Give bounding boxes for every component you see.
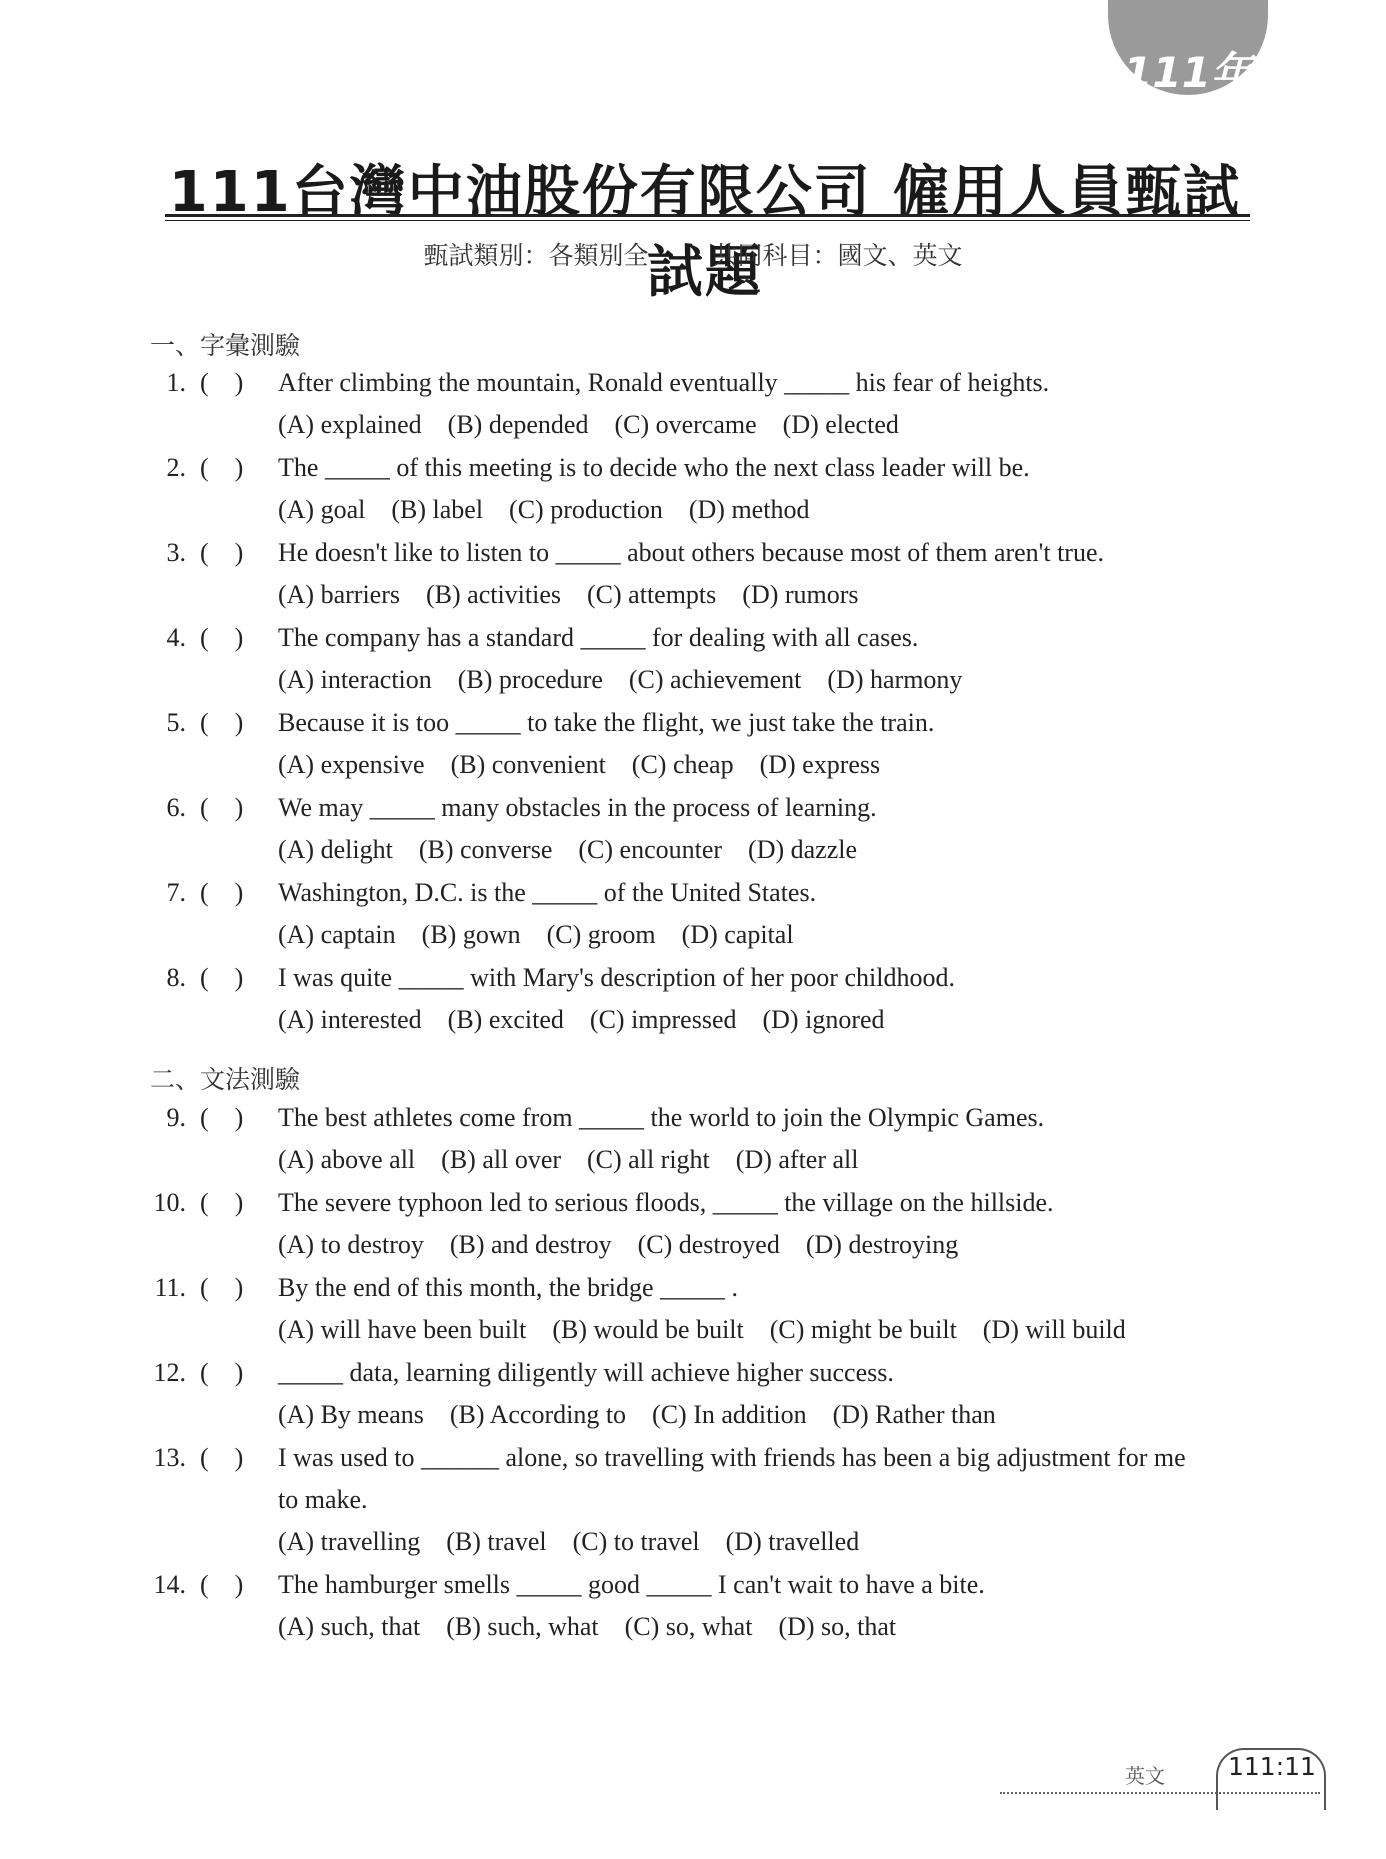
question-number: 1. [166,368,186,397]
option-b: (B) excited [447,1005,564,1034]
option-a: (A) above all [278,1145,416,1174]
option-d: (D) dazzle [748,835,858,864]
option-c: (C) attempts [587,580,717,609]
question-options [278,659,988,701]
question-options [278,1521,885,1563]
option-d: (D) rumors [742,580,859,609]
question-options [278,1224,984,1266]
year-tab-label: 111年 [1123,48,1253,97]
question-number: 4. [166,623,186,652]
question-options [278,829,883,871]
option-b: (B) converse [418,835,553,864]
question-number: 12. [153,1358,186,1387]
question-stem: _____ data, learning diligently will achieve higher success. [278,1358,894,1387]
option-a: (A) expensive [278,750,425,779]
option-b: (B) convenient [450,750,606,779]
answer-blank: ( ) [200,538,244,567]
question-stem: The _____ of this meeting is to decide who the next class leader will be. [278,453,1030,482]
option-b: (B) would be built [552,1315,744,1344]
question-options [278,1139,884,1181]
option-d: (D) after all [735,1145,859,1174]
option-a: (A) captain [278,920,396,949]
question-stem: After climbing the mountain, Ronald eventually _____ his fear of heights. [278,368,1050,397]
option-b: (B) depended [447,410,589,439]
option-c: (C) encounter [578,835,723,864]
option-c: (C) all right [587,1145,710,1174]
option-c: (C) overcame [614,410,757,439]
question-options [278,1394,1022,1436]
option-d: (D) capital [681,920,794,949]
question-number: 3. [166,538,186,567]
question-stem: He doesn't like to listen to _____ about others because most of them aren't true. [278,538,1105,567]
question-options [278,404,925,446]
question-number: 6. [166,793,186,822]
option-d: (D) harmony [827,665,963,694]
question-number: 9. [166,1103,186,1132]
section-heading-grammar: 二、文法測驗 [150,1065,301,1094]
option-b: (B) such, what [446,1612,599,1641]
question-stem-continued: to make. [278,1485,368,1514]
option-a: (A) barriers [278,580,400,609]
option-d: (D) Rather than [832,1400,996,1429]
question-stem: I was used to ______ alone, so travelling with friends has been a big adjustment for me [278,1443,1186,1472]
question-stem: The company has a standard _____ for dealing with all cases. [278,623,919,652]
option-d: (D) travelled [725,1527,860,1556]
section-heading-vocabulary: 一、字彙測驗 [150,331,301,360]
title-rule-thick [165,214,1250,217]
option-a: (A) interested [278,1005,422,1034]
option-a: (A) By means [278,1400,424,1429]
question-number: 10. [153,1188,186,1217]
footer-subject: 英文 [1125,1764,1165,1788]
question-options [278,999,911,1041]
option-b: (B) and destroy [449,1230,612,1259]
answer-blank: ( ) [200,1188,244,1217]
title-rule-thin [165,220,1250,221]
option-a: (A) interaction [278,665,432,694]
option-a: (A) such, that [278,1612,421,1641]
option-c: (C) groom [546,920,656,949]
question-number: 5. [166,708,186,737]
option-b: (B) gown [421,920,521,949]
option-c: (C) cheap [631,750,734,779]
option-b: (B) procedure [457,665,603,694]
exam-subtitle [0,236,1386,272]
option-a: (A) to destroy [278,1230,424,1259]
option-c: (C) impressed [589,1005,737,1034]
option-a: (A) delight [278,835,393,864]
answer-blank: ( ) [200,1103,244,1132]
question-options [278,914,820,956]
question-options [278,574,885,616]
question-stem: The severe typhoon led to serious floods, _____ the village on the hillside. [278,1188,1054,1217]
option-b: (B) travel [446,1527,547,1556]
answer-blank: ( ) [200,453,244,482]
question-options [278,744,906,786]
answer-blank: ( ) [200,708,244,737]
answer-blank: ( ) [200,1443,244,1472]
question-number: 8. [166,963,186,992]
option-d: (D) express [759,750,881,779]
option-d: (D) so, that [778,1612,897,1641]
option-d: (D) destroying [805,1230,959,1259]
exam-category: 甄試類別：各類別全 [423,241,649,270]
option-c: (C) In addition [652,1400,807,1429]
question-stem: Washington, D.C. is the _____ of the United States. [278,878,817,907]
answer-blank: ( ) [200,368,244,397]
question-stem: I was quite _____ with Mary's description of her poor childhood. [278,963,955,992]
option-b: (B) activities [426,580,562,609]
option-b: (B) label [391,495,484,524]
option-d: (D) elected [782,410,899,439]
option-b: (B) According to [449,1400,627,1429]
question-number: 7. [166,878,186,907]
option-d: (D) ignored [762,1005,885,1034]
answer-blank: ( ) [200,793,244,822]
option-c: (C) destroyed [637,1230,780,1259]
question-number: 11. [154,1273,186,1302]
option-a: (A) travelling [278,1527,421,1556]
question-number: 2. [166,453,186,482]
option-d: (D) method [688,495,810,524]
question-stem: By the end of this month, the bridge _____ . [278,1273,739,1302]
option-a: (A) explained [278,410,422,439]
question-stem: The best athletes come from _____ the world to join the Olympic Games. [278,1103,1045,1132]
page-number: 111:11 [1228,1752,1316,1781]
question-number: 13. [153,1443,186,1472]
option-d: (D) will build [982,1315,1126,1344]
option-c: (C) to travel [572,1527,700,1556]
answer-blank: ( ) [200,623,244,652]
question-stem: The hamburger smells _____ good _____ I can't wait to have a bite. [278,1570,985,1599]
question-options [278,1606,922,1648]
answer-blank: ( ) [200,1358,244,1387]
option-c: (C) so, what [624,1612,753,1641]
option-c: (C) achievement [628,665,802,694]
answer-blank: ( ) [200,1273,244,1302]
option-a: (A) goal [278,495,366,524]
question-stem: We may _____ many obstacles in the process of learning. [278,793,877,822]
answer-blank: ( ) [200,878,244,907]
question-options [278,489,835,531]
option-c: (C) production [509,495,663,524]
question-number: 14. [153,1570,186,1599]
question-stem: Because it is too _____ to take the flight, we just take the train. [278,708,935,737]
question-options [278,1309,1152,1351]
page-title: 111台灣中油股份有限公司 僱用人員甄試試題 [168,160,1242,305]
answer-blank: ( ) [200,1570,244,1599]
exam-subjects: 共同科目：國文、英文 [712,241,963,270]
option-b: (B) all over [441,1145,562,1174]
answer-blank: ( ) [200,963,244,992]
option-a: (A) will have been built [278,1315,527,1344]
option-c: (C) might be built [769,1315,957,1344]
